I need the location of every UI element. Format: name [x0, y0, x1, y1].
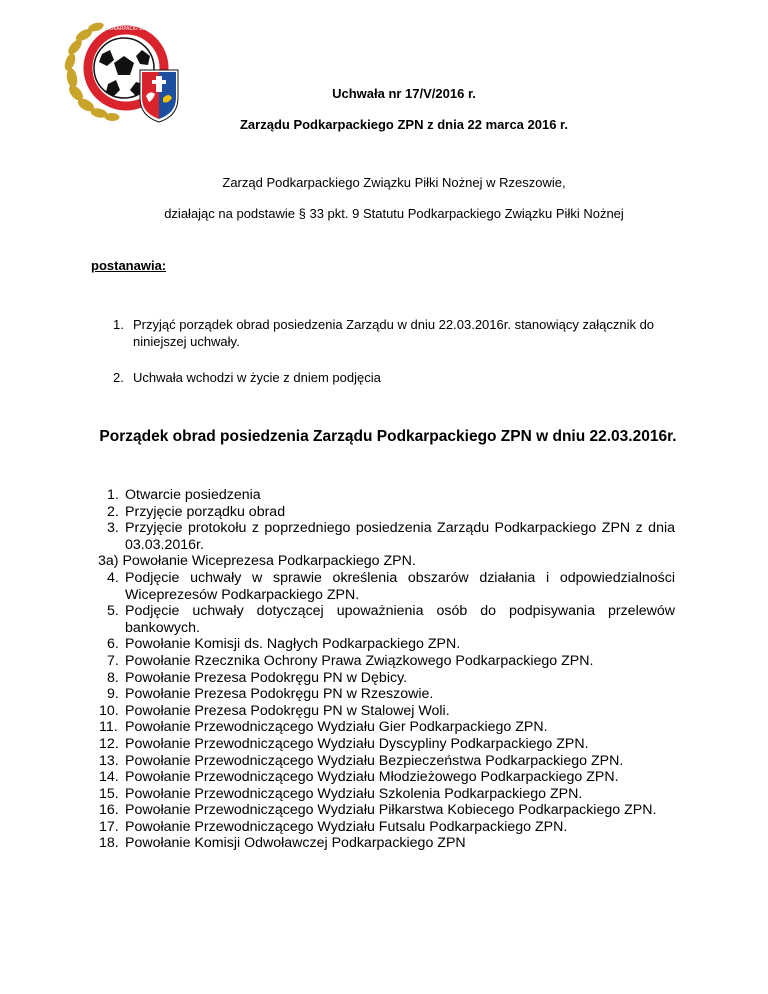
list-item — [99, 819, 675, 836]
list-item-number: 16. — [99, 802, 119, 819]
list-item-text: Powołanie Przewodniczącego Wydziału Szkolenia Podkarpackiego ZPN. — [125, 785, 583, 802]
list-item-number: 1. — [113, 317, 124, 332]
list-item-text: Powołanie Komisji Odwoławczej Podkarpackiego ZPN — [125, 835, 466, 852]
list-item — [99, 835, 675, 852]
list-item-text: Powołanie Przewodniczącego Wydziału Bezpieczeństwa Podkarpackiego ZPN. — [125, 752, 624, 769]
list-item — [99, 719, 675, 736]
list-item — [113, 369, 673, 386]
list-item-text: Powołanie Przewodniczącego Wydziału Futsalu Podkarpackiego ZPN. — [125, 818, 568, 835]
list-item-text: Przyjęcie porządku obrad — [125, 503, 286, 520]
list-item-number: 10. — [99, 702, 119, 719]
list-item-number: 7. — [107, 652, 119, 669]
list-item — [107, 636, 675, 653]
intro-board-name: Zarząd Podkarpackiego Związku Piłki Nożnej w Rzeszowie, — [222, 175, 566, 190]
list-item — [99, 753, 675, 770]
list-item — [107, 487, 675, 504]
list-item-number: 3a) — [98, 553, 119, 570]
logo-ring-text: PODKARPACKI ZPN — [102, 26, 150, 32]
list-item — [99, 769, 675, 786]
list-item-text: Przyjąć porządek obrad posiedzenia Zarządu w dniu 22.03.2016r. stanowiący załącznik do niniejszej uchwały. — [133, 317, 655, 349]
list-item-text: Uchwała wchodzi w życie z dniem podjęcia — [133, 370, 381, 385]
list-item-text: Powołanie Przewodniczącego Wydziału Dyscypliny Podkarpackiego ZPN. — [125, 735, 589, 752]
intro-legal-basis: działając na podstawie § 33 pkt. 9 Statutu Podkarpackiego Związku Piłki Nożnej — [164, 206, 624, 221]
podkarpacki-zpn-logo — [62, 18, 190, 124]
list-item-number: 2. — [113, 370, 124, 385]
list-item — [113, 316, 673, 350]
resolution-number-title: Uchwała nr 17/V/2016 r. — [332, 86, 476, 101]
list-item — [107, 504, 675, 521]
list-item — [99, 802, 675, 819]
list-item — [98, 553, 675, 570]
list-item — [107, 653, 675, 670]
agenda-title: Porządek obrad posiedzenia Zarządu Podkarpackiego ZPN w dniu 22.03.2016r. — [99, 428, 677, 445]
list-item-text: Powołanie Komisji ds. Nagłych Podkarpackiego ZPN. — [125, 636, 461, 653]
list-item — [107, 686, 675, 703]
list-item-text: Powołanie Rzecznika Ochrony Prawa Związkowego Podkarpackiego ZPN. — [125, 652, 594, 669]
list-item — [99, 703, 675, 720]
list-item — [99, 736, 675, 753]
list-item-number: 18. — [99, 835, 119, 852]
list-item-number: 12. — [99, 735, 119, 752]
resolution-board-date-title: Zarządu Podkarpackiego ZPN z dnia 22 marca 2016 r. — [239, 117, 569, 132]
list-item-text: Podjęcie uchwały dotyczącej upoważnienia osób do podpisywania przelewów bankowych. — [125, 603, 675, 636]
resolution-list — [113, 316, 673, 405]
list-item-number: 6. — [107, 636, 119, 653]
list-item — [107, 670, 675, 687]
list-item-number: 17. — [99, 818, 119, 835]
list-item-text: Powołanie Przewodniczącego Wydziału Gier Podkarpackiego ZPN. — [125, 719, 548, 736]
list-item-number: 1. — [107, 487, 119, 503]
list-item — [107, 603, 675, 636]
list-item-text: Przyjęcie protokołu z poprzedniego posiedzenia Zarządu Podkarpackiego ZPN z dnia 03.03.2016r. — [125, 520, 675, 553]
list-item-number: 9. — [107, 686, 119, 703]
list-item-number: 14. — [99, 769, 119, 786]
list-item-text: Powołanie Prezesa Podokręgu PN w Stalowej Woli. — [125, 702, 450, 719]
list-item-number: 3. — [107, 520, 119, 537]
agenda-list — [98, 487, 675, 852]
list-item-number: 5. — [107, 603, 119, 620]
list-item-text: Otwarcie posiedzenia — [125, 487, 261, 503]
list-item — [107, 520, 675, 553]
list-item-number: 2. — [107, 503, 119, 520]
list-item-text: Podjęcie uchwały w sprawie określenia obszarów działania i odpowiedzialności Wiceprezesów Podkarpackiego ZPN. — [125, 569, 675, 603]
list-item-text: Powołanie Prezesa Podokręgu PN w Rzeszowie. — [125, 686, 434, 703]
list-item-text: Powołanie Wiceprezesa Podkarpackiego ZPN. — [122, 553, 416, 570]
list-item-text: Powołanie Prezesa Podokręgu PN w Dębicy. — [125, 669, 408, 686]
list-item-text: Powołanie Przewodniczącego Wydziału Młodzieżowego Podkarpackiego ZPN. — [125, 769, 619, 786]
list-item-number: 15. — [99, 785, 119, 802]
list-item-number: 4. — [107, 569, 119, 586]
list-item-text: Powołanie Przewodniczącego Wydziału Piłkarstwa Kobiecego Podkarpackiego ZPN. — [125, 802, 657, 819]
list-item-number: 11. — [99, 719, 118, 736]
list-item — [99, 786, 675, 803]
list-item — [107, 570, 675, 603]
list-item-number: 8. — [107, 669, 119, 686]
decides-heading: postanawia: — [91, 258, 167, 273]
list-item-number: 13. — [99, 752, 119, 769]
